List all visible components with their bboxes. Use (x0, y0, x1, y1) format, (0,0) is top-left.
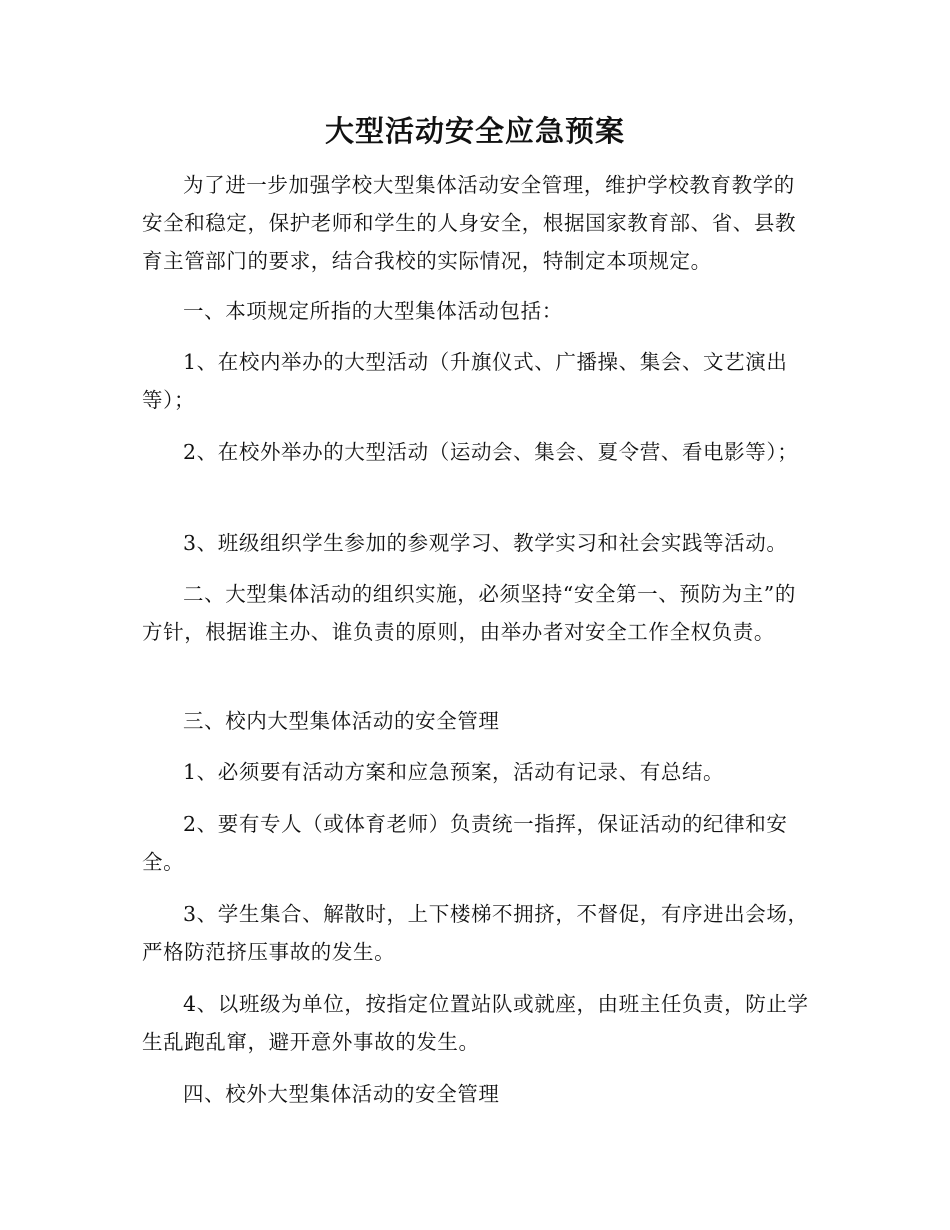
paragraph-item-3-4: 4、以班级为单位，按指定位置站队或就座，由班主任负责，防止学生乱跑乱窜，避开意外事故的发生。 (142, 992, 809, 1054)
document-title: 大型活动安全应急预案 (324, 114, 625, 148)
paragraph-item-3-3: 3、学生集合、解散时，上下楼梯不拥挤，不督促，有序进出会场，严格防范挤压事故的发生。 (142, 902, 809, 964)
paragraph-item-1-1: 1、在校内举办的大型活动（升旗仪式、广播操、集会、文艺演出等）； (142, 350, 788, 412)
paragraph-item-3-1: 1、必须要有活动方案和应急预案，活动有记录、有总结。 (183, 760, 725, 784)
paragraph-item-1-2: 2、在校外举办的大型活动（运动会、集会、夏令营、看电影等）； (183, 440, 799, 464)
paragraph-section-3-heading: 三、校内大型集体活动的安全管理 (183, 709, 500, 733)
paragraph-section-1-heading: 一、本项规定所指的大型集体活动包括： (183, 299, 563, 323)
paragraph-section-4-heading: 四、校外大型集体活动的安全管理 (183, 1082, 500, 1106)
paragraph-item-3-2: 2、要有专人（或体育老师）负责统一指挥，保证活动的纪律和安全。 (142, 812, 788, 874)
paragraph-intro: 为了进一步加强学校大型集体活动安全管理，维护学校教育教学的安全和稳定，保护老师和学生的人身安全，根据国家教育部、省、县教育主管部门的要求，结合我校的实际情况，特制定本项规定。 (142, 173, 797, 273)
paragraph-item-1-3: 3、班级组织学生参加的参观学习、教学实习和社会实践等活动。 (183, 531, 788, 555)
paragraph-section-2: 二、大型集体活动的组织实施，必须坚持“安全第一、预防为主”的方针，根据谁主办、谁负责的原则，由举办者对安全工作全权负责。 (142, 582, 796, 644)
